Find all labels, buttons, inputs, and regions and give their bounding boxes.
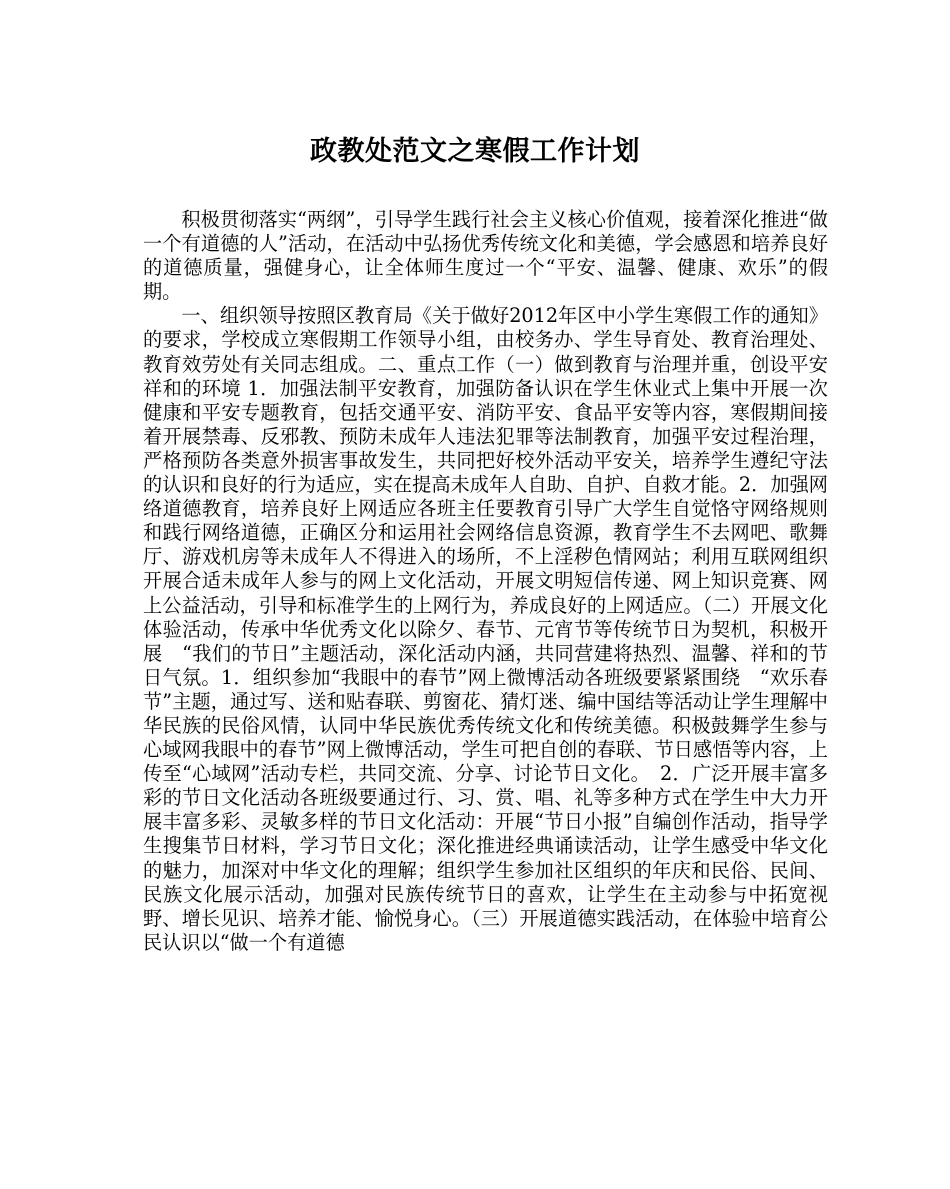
document-title: 政教处范文之寒假工作计划 <box>310 136 640 167</box>
document-body <box>143 208 828 955</box>
intro-paragraph: 积极贯彻落实“两纲”，引导学生践行社会主义核心价值观，接着深化推进“做一个有道德的人”活动，在活动中弘扬优秀传统文化和美德，学会感恩和培养良好的道德质量，强健身心，让全体师生度过一个“平安、温馨、健康、欢乐”的假期。 <box>143 208 828 304</box>
main-paragraph: 一、组织领导按照区教育局《关于做好2012年区中小学生寒假工作的通知》的要求，学校成立寒假期工作领导小组，由校务办、学生导育处、教育治理处、教育效劳处有关同志组成。二、重点工作（一）做到教育与治理并重，创设平安祥和的环境 1．加强法制平安教育，加强防备认识在学生休业式上集中开展一次健康和平安专题教育，包括交通平安、消防平安、食品平安等内容，寒假期间接着开展禁毒、反邪教、预防未成年人违法犯罪等法制教育，加强平安过程治理，严格预防各类意外损害事故发生，共同把好校外活动平安关，培养学生遵纪守法的认识和良好的行为适应，实在提高未成年人自助、自护、自救才能。2．加强网络道德教育，培养良好上网适应各班主任要教育引导广大学生自觉恪守网络规则和践行网络道德，正确区分和运用社会网络信息资源，教育学生不去网吧、歌舞厅、游戏机房等未成年人不得进入的场所，不上淫秽色情网站；利用互联网组织开展合适未成年人参与的网上文化活动，开展文明短信传递、网上知识竞赛、网上公益活动，引导和标准学生的上网行为，养成良好的上网适应。（二）开展文化体验活动，传承中华优秀文化以除夕、春节、元宵节等传统节日为契机，积极开展 “我们的节日”主题活动，深化活动内涵，共同营建将热烈、温馨、祥和的节日气氛。1．组织参加“我眼中的春节”网上微博活动各班级要紧紧围绕 “欢乐春节”主题，通过写、送和贴春联、剪窗花、猜灯迷、编中国结等活动让学生理解中华民族的民俗风情，认同中华民族优秀传统文化和传统美德。积极鼓舞学生参与心域网我眼中的春节”网上微博活动，学生可把自创的春联、节日感悟等内容，上传至“心域网”活动专栏，共同交流、分享、讨论节日文化。 2．广泛开展丰富多彩的节日文化活动各班级要通过行、习、赏、唱、礼等多种方式在学生中大力开展丰富多彩、灵敏多样的节日文化活动：开展“节日小报”自编创作活动，指导学生搜集节日材料，学习节日文化；深化推进经典诵读活动，让学生感受中华文化的魅力，加深对中华文化的理解；组织学生参加社区组织的年庆和民俗、民间、民族文化展示活动，加强对民族传统节日的喜欢，让学生在主动参与中拓宽视野、增长见识、培养才能、愉悦身心。（三）开展道德实践活动，在体验中培育公民认识以“做一个有道德 <box>143 304 828 954</box>
